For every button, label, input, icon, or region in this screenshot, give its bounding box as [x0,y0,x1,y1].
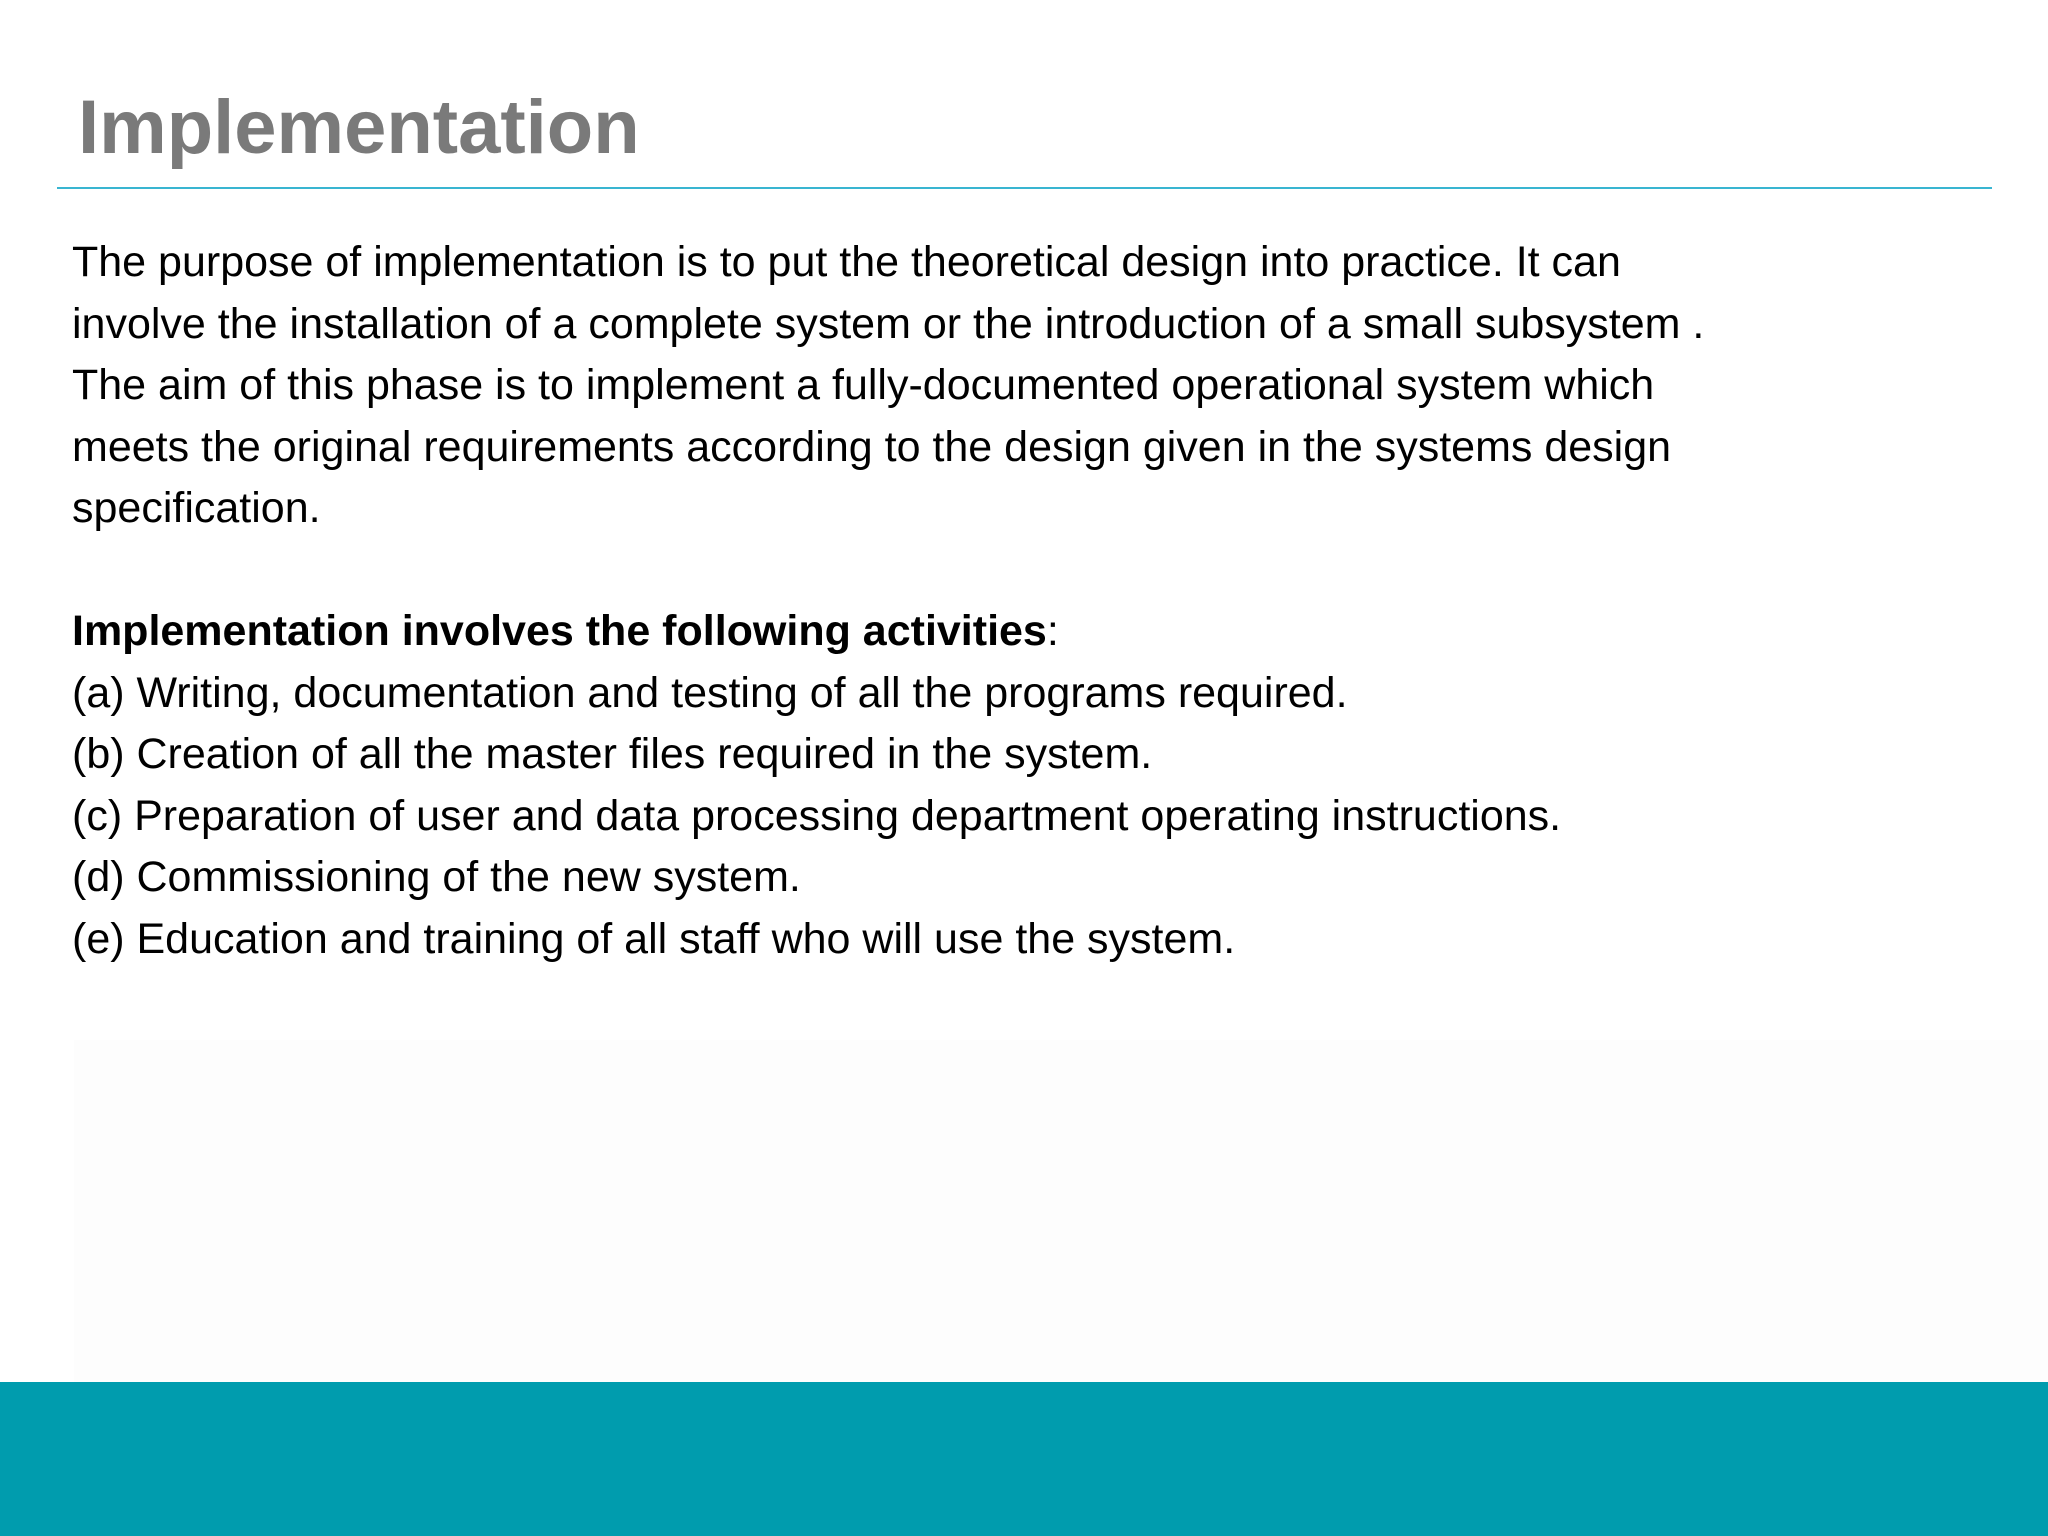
title-divider [57,187,1992,189]
activities-heading-colon: : [1046,607,1059,655]
intro-line: specification. [72,484,321,532]
intro-line: involve the installation of a complete system or the introduction of a small subsystem . [72,299,1705,348]
paragraph-spacer [72,540,1982,602]
activities-heading-line [72,601,1982,663]
activity-item: (c) Preparation of user and data processing department operating instructions. [72,791,1562,840]
activity-item: (b) Creation of all the master files required in the system. [72,730,1153,778]
activities-heading: Implementation involves the following activities [72,607,1047,655]
slide-body [72,232,1982,970]
intro-line: meets the original requirements according to the design given in the systems design [72,422,1672,471]
activity-item: (d) Commissioning of the new system. [72,853,801,901]
footer-band [0,1382,2048,1536]
content-panel [74,1040,2048,1382]
slide-title: Implementation [78,85,640,170]
intro-line: The purpose of implementation is to put the theoretical design into practice. It can [72,238,1621,286]
intro-line: The aim of this phase is to implement a fully-documented operational system which [72,361,1655,409]
activity-item: (a) Writing, documentation and testing of all the programs required. [72,668,1348,717]
activity-item: (e) Education and training of all staff who will use the system. [72,914,1236,963]
